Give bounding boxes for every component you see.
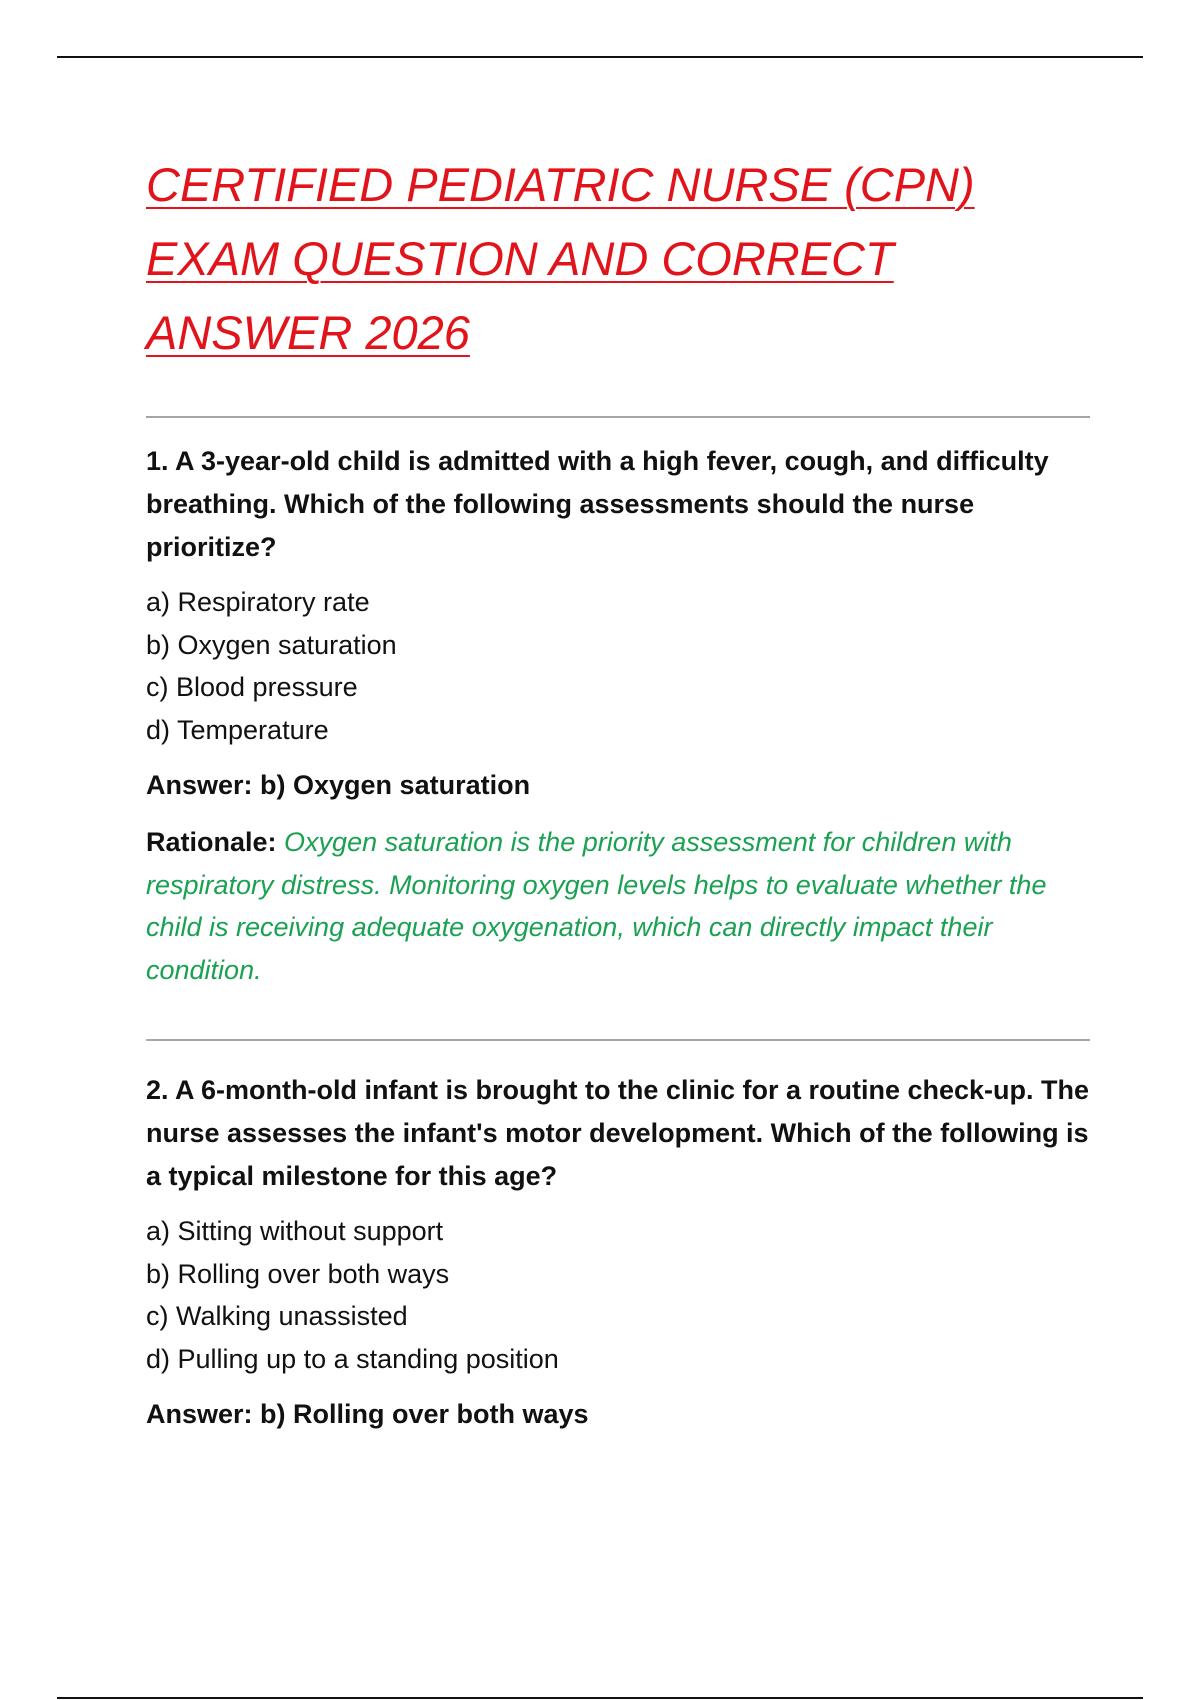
title-line-1: CERTIFIED PEDIATRIC NURSE (CPN) — [146, 158, 975, 211]
option-d: d) Pulling up to a standing position — [146, 1343, 559, 1374]
option-a: a) Sitting without support — [146, 1216, 444, 1246]
page-bottom-rule — [57, 1697, 1143, 1699]
question-text: 1. A 3-year-old child is admitted with a high fever, cough, and difficulty breathing. Which of the following assessments should the nurse prioritize? — [146, 446, 1049, 562]
answer-options — [146, 1210, 1090, 1380]
option-c: c) Blood pressure — [146, 672, 358, 702]
question-block-1 — [146, 440, 1090, 991]
section-divider — [146, 416, 1090, 418]
question-text: 2. A 6-month-old infant is brought to the clinic for a routine check-up. The nurse assesses the infant's motor development. Which of the following is a typical milestone for this age? — [146, 1075, 1090, 1191]
correct-answer: Answer: b) Oxygen saturation — [146, 770, 531, 800]
option-d: d) Temperature — [146, 714, 329, 745]
question-block-2 — [146, 1069, 1090, 1436]
title-line-2: EXAM QUESTION AND CORRECT — [146, 232, 894, 285]
option-c: c) Walking unassisted — [146, 1301, 408, 1331]
rationale — [146, 821, 1090, 991]
rationale-label: Rationale: — [146, 827, 277, 857]
page-top-rule — [57, 56, 1143, 58]
option-b: b) Rolling over both ways — [146, 1258, 450, 1289]
option-a: a) Respiratory rate — [146, 587, 370, 617]
option-b: b) Oxygen saturation — [146, 629, 397, 660]
correct-answer: Answer: b) Rolling over both ways — [146, 1399, 589, 1429]
document-body — [146, 148, 1090, 1436]
answer-options — [146, 581, 1090, 751]
section-divider — [146, 1039, 1090, 1041]
title-line-3: ANSWER 2026 — [146, 306, 470, 359]
document-title — [146, 148, 1090, 370]
rationale-text: Oxygen saturation is the priority assessment for children with respiratory distress. Monitoring oxygen levels helps to evaluate whether the child is receiving adequate oxygenation, which can directly impact their condition. — [146, 827, 1047, 985]
